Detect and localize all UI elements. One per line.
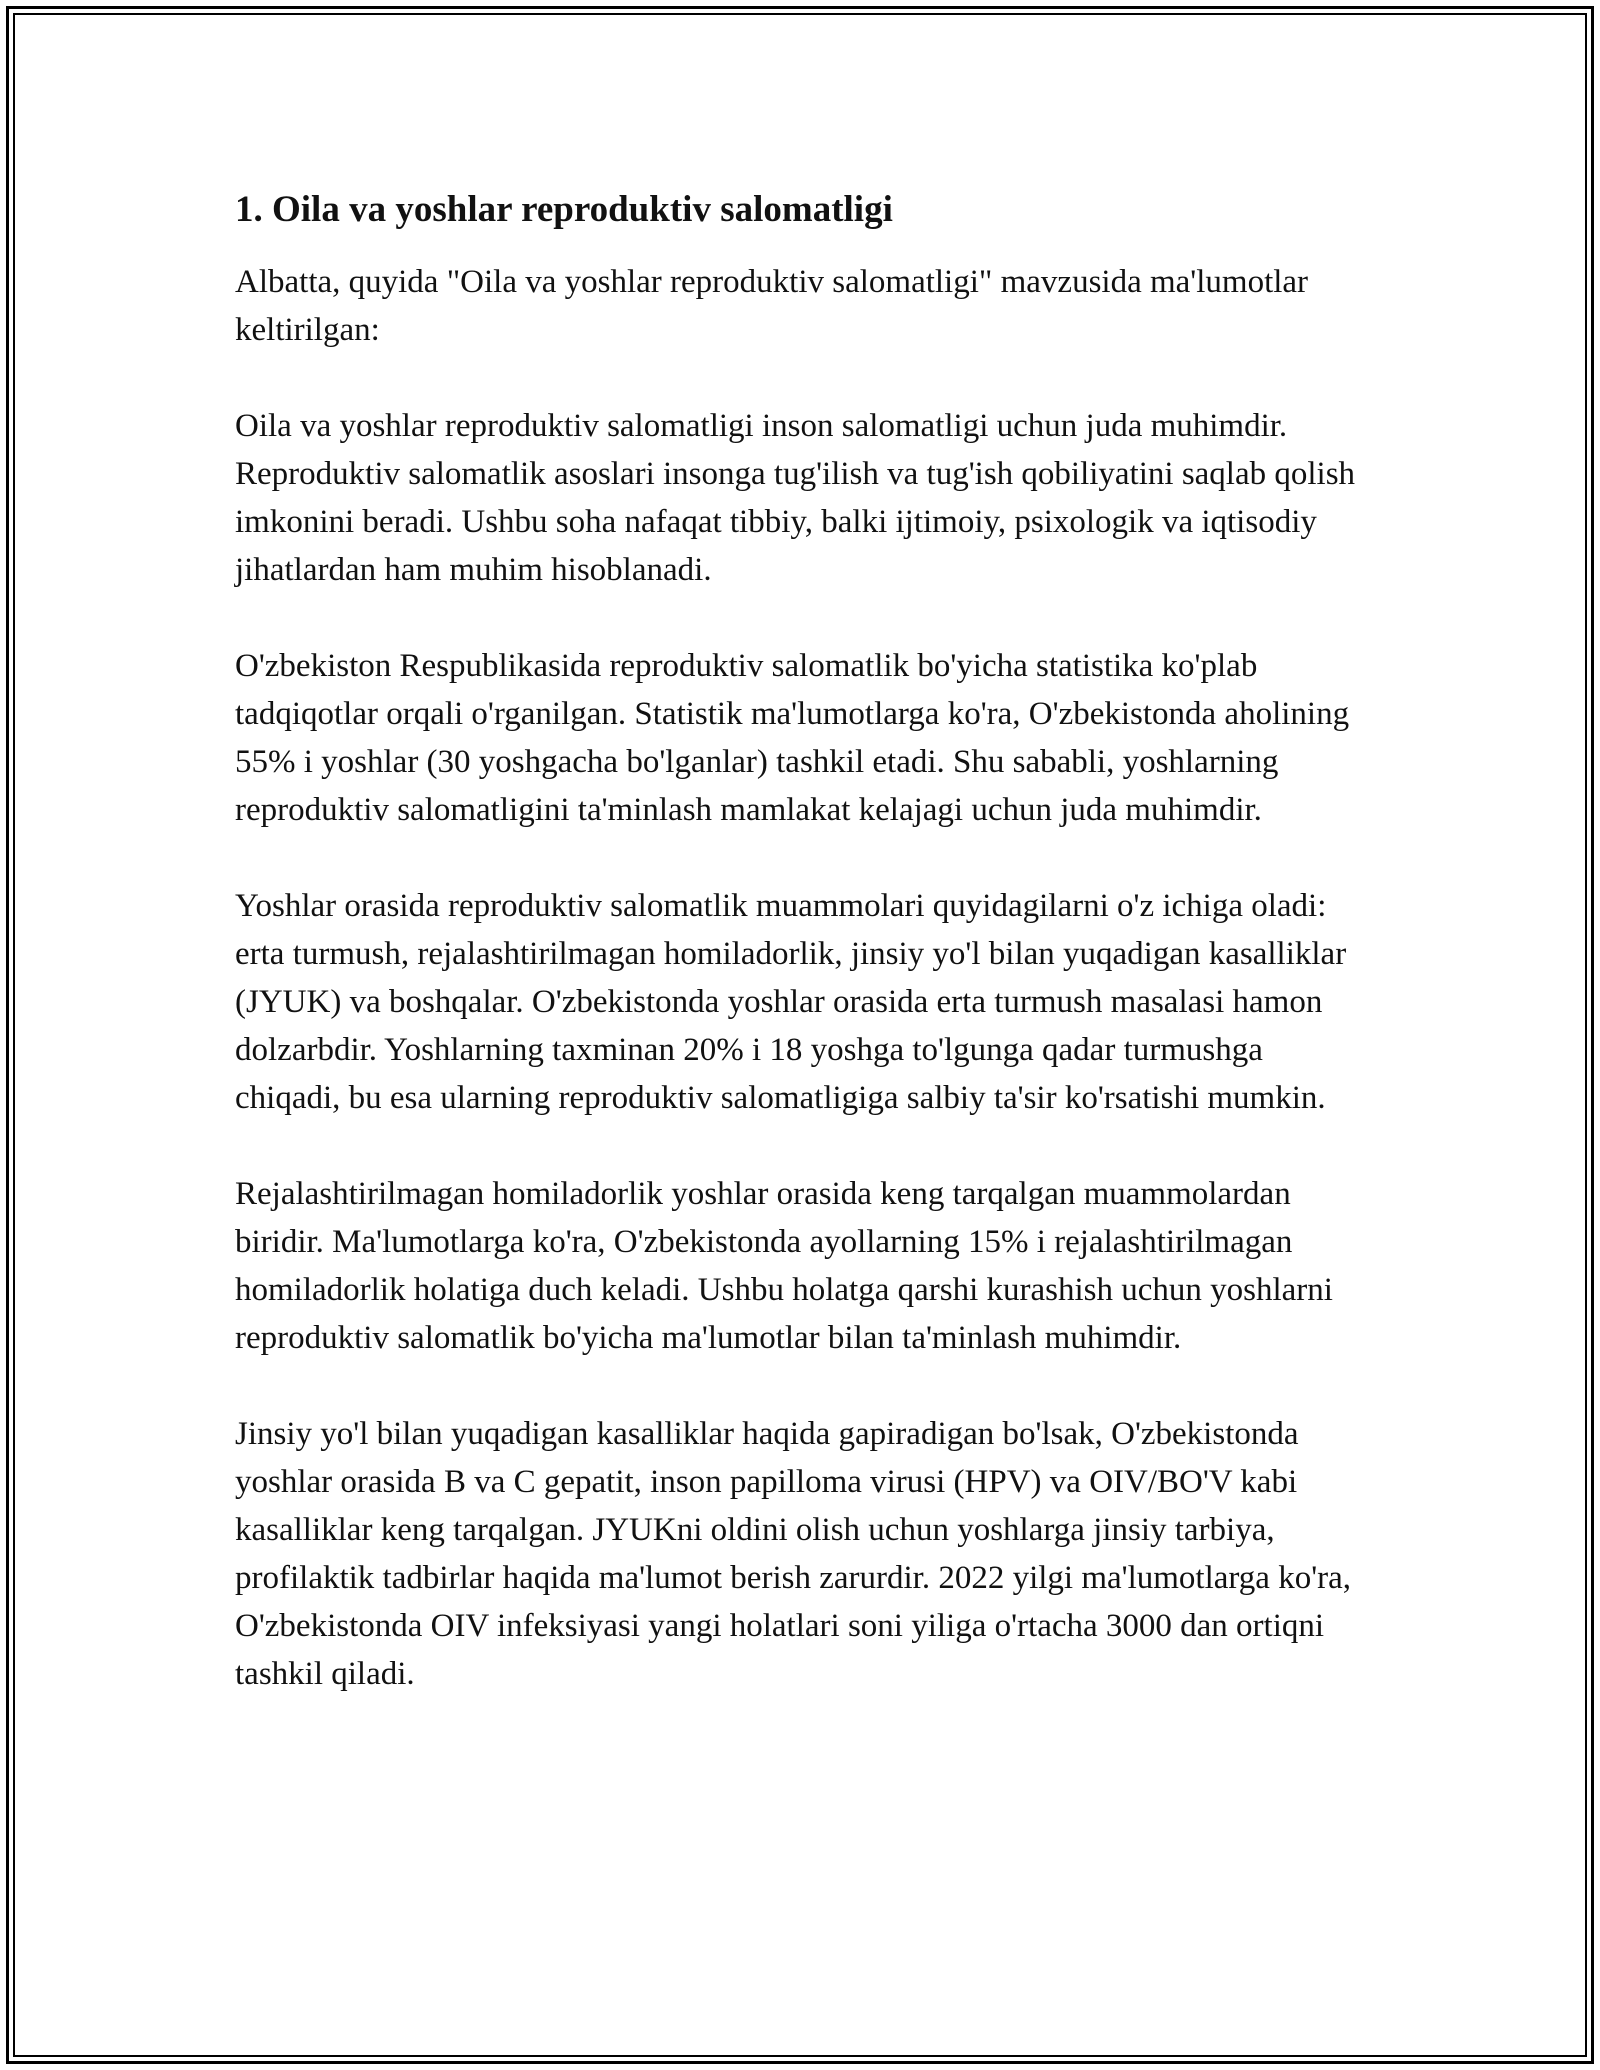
intro-paragraph: Albatta, quyida "Oila va yoshlar reproduktiv salomatligi" mavzusida ma'lumotlar keltirilgan: xyxy=(235,264,1309,348)
document-body xyxy=(235,186,1365,1746)
body-paragraph: Rejalashtirilmagan homiladorlik yoshlar orasida keng tarqalgan muammolardan biridir. Ma'lumotlarga ko'ra, O'zbekistonda ayollarning 15% i rejalashtirilmagan homiladorlik holatiga duch keladi. Ushbu holatga qarshi kurashish uchun yoshlarni reproduktiv salomatlik bo'yicha ma'lumotlar bilan ta'minlash muhimdir. xyxy=(235,1176,1333,1356)
body-paragraph: Oila va yoshlar reproduktiv salomatligi inson salomatligi uchun juda muhimdir. Reproduktiv salomatlik asoslari insonga tug'ilish va tug'ish qobiliyatini saqlab qolish imkonini beradi. Ushbu soha nafaqat tibbiy, balki ijtimoiy, psixologik va iqtisodiy jihatlardan ham muhim hisoblanadi. xyxy=(235,408,1356,588)
body-paragraph: O'zbekiston Respublikasida reproduktiv salomatlik bo'yicha statistika ko'plab tadqiqotlar orqali o'rganilgan. Statistik ma'lumotlarga ko'ra, O'zbekistonda aholining 55% i yoshlar (30 yoshgacha bo'lganlar) tashkil etadi. Shu sababli, yoshlarning reproduktiv salomatligini ta'minlash mamlakat kelajagi uchun juda muhimdir. xyxy=(235,648,1350,828)
document-title: 1. Oila va yoshlar reproduktiv salomatligi xyxy=(235,189,893,230)
body-paragraph: Jinsiy yo'l bilan yuqadigan kasalliklar haqida gapiradigan bo'lsak, O'zbekistonda yoshlar orasida B va C gepatit, inson papilloma virusi (HPV) va OIV/BO'V kabi kasalliklar keng tarqalgan. JYUKni oldini olish uchun yoshlarga jinsiy tarbiya, profilaktik tadbirlar haqida ma'lumot berish zarurdir. 2022 yilgi ma'lumotlarga ko'ra, O'zbekistonda OIV infeksiyasi yangi holatlari soni yiliga o'rtacha 3000 dan ortiqni tashkil qiladi. xyxy=(235,1416,1352,1692)
body-paragraph: Yoshlar orasida reproduktiv salomatlik muammolari quyidagilarni o'z ichiga oladi: erta turmush, rejalashtirilmagan homiladorlik, jinsiy yo'l bilan yuqadigan kasalliklar (JYUK) va boshqalar. O'zbekistonda yoshlar orasida erta turmush masalasi hamon dolzarbdir. Yoshlarning taxminan 20% i 18 yoshga to'lgunga qadar turmushga chiqadi, bu esa ularning reproduktiv salomatligiga salbiy ta'sir ko'rsatishi mumkin. xyxy=(235,888,1347,1116)
